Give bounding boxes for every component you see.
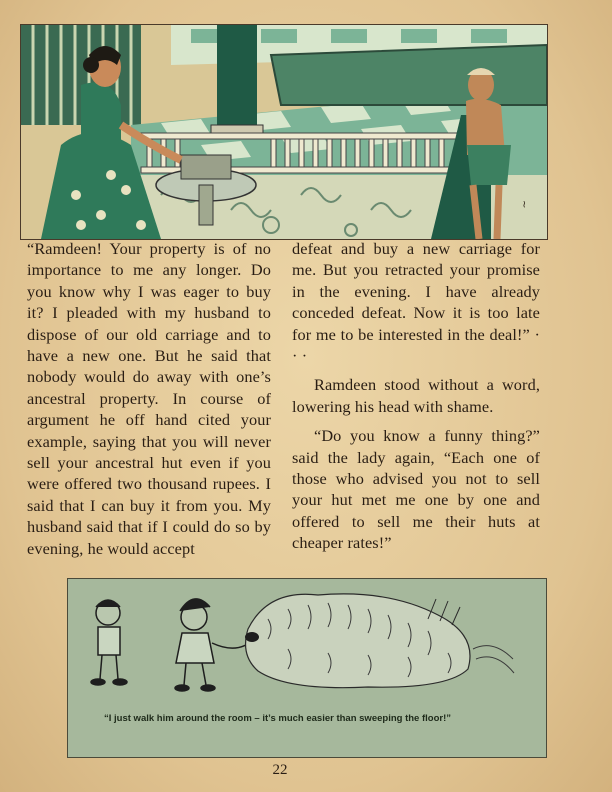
- cartoon-drawing: [68, 579, 546, 709]
- story-illustration: [20, 24, 548, 240]
- boy-figure: [91, 600, 127, 685]
- story-paragraph: “Ramdeen! Your property is of no importance to me any longer. Do you know why I was eager to buy it? I pleaded with my husband to dispose of our old carriage and to have a new one. But he said that nobody would do away with one’s ancestral property. In course of argument he off hand cited your example, saying that you will never sell your ancestral hut even if you were offered two thousand rupees. I said that I can buy it from you. My husband said that if I could do so by evening, he would accept: [27, 239, 271, 558]
- story-paragraph: defeat and buy a new carriage for me. But you retracted your promise in the evening. I have already conceded defeat. Now it is too late for me to be interested in the deal!” · · ·: [292, 239, 540, 366]
- story-paragraph: Ramdeen stood without a word, lowering his head with shame.: [292, 375, 540, 416]
- story-column-left: [27, 238, 271, 559]
- svg-text:~: ~: [518, 200, 529, 209]
- story-column-right: [292, 238, 540, 554]
- cartoon-panel: [67, 578, 547, 758]
- lady-and-ramdeen-scene: [21, 25, 547, 239]
- page-number: 22: [272, 762, 288, 778]
- girl-figure: [175, 599, 254, 691]
- shaggy-dog-figure: [245, 594, 514, 688]
- story-paragraph: “Do you know a funny thing?” said the lady again, “Each one of those who advised you not to sell your hut met me one by one and offered to sell me their huts at cheaper rates!”: [292, 426, 540, 553]
- cartoon-caption: “I just walk him around the room – it’s much easier than sweeping the floor!”: [104, 713, 451, 724]
